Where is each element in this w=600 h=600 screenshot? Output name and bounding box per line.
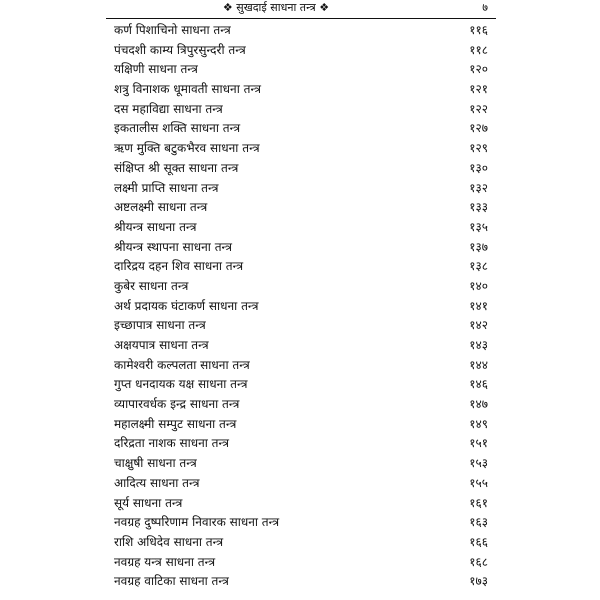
toc-entry-page: १३७ [469,239,488,254]
toc-entry-title: अर्थ प्रदायक घंटाकर्ण साधना तन्त्र [114,298,259,313]
toc-entry-title: नवग्रह वाटिका साधना तन्त्र [114,574,229,589]
toc-entry-page: १२० [469,62,488,77]
running-header [106,0,496,19]
toc-entry-page: १६१ [469,495,488,510]
toc-entry-title: इकतालीस शक्ति साधना तन्त्र [114,121,241,136]
toc-entry-title: दारिद्रय दहन शिव साधना तन्त्र [114,259,244,274]
toc-entry-page: १६८ [469,554,488,569]
toc-entry-title: शत्रु विनाशक धूमावती साधना तन्त्र [114,82,261,97]
toc-entry [114,415,488,435]
toc-entry [114,60,488,80]
toc-entry [114,395,488,415]
toc-entry-page: १४३ [469,338,488,352]
header-title: ❖ सुखदाई साधना तन्त्र ❖ [222,1,330,14]
toc-entry-title: राशि अधिदेव साधना तन्त्र [114,534,224,549]
toc-entry [114,513,488,533]
toc-entry-title: कामेश्वरी कल्पलता साधना तन्त्र [114,357,250,372]
toc-entry [114,238,488,258]
toc-entry [114,41,488,61]
toc-entry-page: १४१ [469,298,488,313]
toc-entry [114,100,488,120]
toc-entry-page: १४४ [469,357,488,372]
toc-entry [114,179,488,199]
toc-entry-page: १५१ [469,436,488,451]
toc-entry-title: अष्टलक्ष्मी साधना तन्त्र [114,200,208,215]
toc-entry-page: १२७ [469,121,488,136]
toc-entry-page: १४० [469,278,488,293]
toc-entry-title: लक्ष्मी प्राप्ति साधना तन्त्र [114,180,219,195]
toc-entry-title: ऋण मुक्ति बटुकभैरव साधना तन्त्र [114,141,260,156]
toc-entry-title: संक्षिप्त श्री सूक्त साधना तन्त्र [114,160,239,175]
toc-entry [114,434,488,454]
toc-entry-page: १३२ [469,180,488,195]
toc-entry-title: सूर्य साधना तन्त्र [114,495,183,510]
toc-entry-title: व्यापारवर्धक इन्द्र साधना तन्त्र [114,397,240,412]
toc-entry [114,494,488,514]
toc-entry [114,553,488,573]
toc-entry-page: १६३ [469,515,488,530]
toc-entry-page: ११८ [469,42,488,57]
toc-entry [114,257,488,277]
toc-entry-title: अक्षयपात्र साधना तन्त्र [114,338,209,352]
toc-entry-page: १५३ [469,456,488,471]
toc-entry [114,356,488,376]
toc-entry [114,572,488,592]
toc-entry-title: पंचदशी काम्य त्रिपुरसुन्दरी तन्त्र [114,42,246,57]
toc-entry-title: नवग्रह दुष्परिणाम निवारक साधना तन्त्र [114,515,280,530]
toc-entry-page: ११६ [469,23,488,37]
toc-entry-title: आदित्य साधना तन्त्र [114,475,200,490]
toc-entry-page: १४७ [469,397,488,412]
book-page [106,0,496,600]
toc-entry-page: १६६ [469,534,488,549]
header-page-number: ७ [482,1,488,14]
toc-entry [114,198,488,218]
toc-entry [114,80,488,100]
toc-entry-title: यक्षिणी साधना तन्त्र [114,62,198,77]
toc-entry [114,119,488,139]
toc-entry [114,336,488,356]
toc-entry-page: १३८ [469,259,488,274]
toc-entry [114,454,488,474]
toc-entry-page: १२१ [469,82,488,97]
toc-entry [114,375,488,395]
toc-entry [114,316,488,336]
toc-entry [114,21,488,41]
toc-entry-page: १४२ [469,318,488,333]
toc-entry-page: १५५ [469,475,488,490]
toc-entry-title: नवग्रह यन्त्र साधना तन्त्र [114,554,216,569]
toc-entry-page: १३० [469,160,488,175]
toc-entry [114,297,488,317]
toc-entry [114,533,488,553]
toc-entry-title: दस महाविद्या साधना तन्त्र [114,101,223,116]
toc-entry-title: श्रीयन्त्र साधना तन्त्र [114,219,197,234]
toc-entry [114,277,488,297]
toc-entry-page: १३५ [469,219,488,234]
toc-entry-page: १४६ [469,377,488,392]
toc-entry-title: चाक्षुषी साधना तन्त्र [114,456,197,471]
toc-entry-page: १२२ [469,101,488,116]
toc-entry [114,474,488,494]
toc-entry [114,159,488,179]
toc-entry-title: कर्ण पिशाचिनो साधना तन्त्र [114,23,231,37]
toc-entry-title: महालक्ष्मी सम्पुट साधना तन्त्र [114,416,237,431]
toc-entry [114,139,488,159]
toc-entry-page: १७३ [469,574,488,589]
toc-entry-title: कुबेर साधना तन्त्र [114,278,189,293]
toc-entry [114,218,488,238]
toc-entry-title: दरिद्रता नाशक साधना तन्त्र [114,436,230,451]
toc-entry-title: श्रीयन्त्र स्थापना साधना तन्त्र [114,239,233,254]
toc-entry-page: १४९ [469,416,488,431]
toc-entry-page: १२९ [469,141,488,156]
table-of-contents [114,21,488,592]
toc-entry-title: इच्छापात्र साधना तन्त्र [114,318,206,333]
toc-entry-title: गुप्त धनदायक यक्ष साधना तन्त्र [114,377,248,392]
toc-entry-page: १३३ [469,200,488,215]
